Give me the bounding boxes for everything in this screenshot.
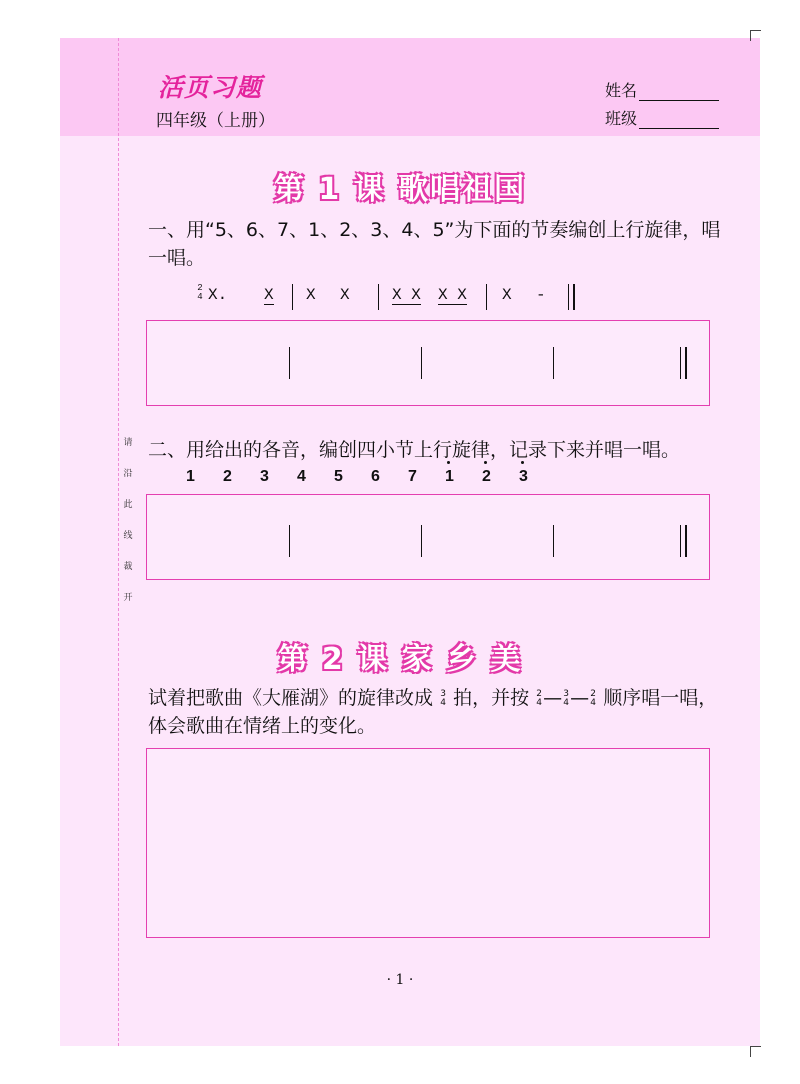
final-bar-line [568, 284, 569, 310]
fraction: 3 4 [563, 688, 570, 708]
name-label: 姓名 [605, 81, 638, 100]
grade-label: 四年级（上册） [156, 111, 275, 131]
answer-box-2[interactable] [146, 494, 710, 580]
high-note: 2 [482, 468, 491, 486]
cut-line-text: 请 沿 此 线 裁 开 [121, 428, 135, 614]
name-field[interactable] [605, 78, 719, 101]
fraction-3-4: 3 4 [440, 688, 446, 708]
high-note: 3 [519, 468, 528, 486]
note: 1 [186, 468, 195, 485]
lesson2-title: 第 2 课 家 乡 美 [277, 642, 523, 677]
rhythm-note: X. [208, 286, 228, 304]
answer-box-3[interactable] [146, 748, 710, 938]
final-bar-line [685, 347, 687, 379]
rhythm-note: X [340, 286, 350, 304]
bar-line [292, 284, 293, 310]
rhythm-rest: - [536, 286, 546, 304]
note: 6 [371, 468, 380, 485]
bar-line [289, 347, 290, 379]
question2-text: 二、用给出的各音，编创四小节上行旋律，记录下来并唱一唱。 [148, 439, 681, 461]
final-bar-line [573, 284, 575, 310]
time-signature: 2 4 [197, 283, 203, 302]
fraction: 2 4 [590, 688, 597, 708]
question1-text: 一、用“5、6、7、1、2、3、4、5”为下面的节奏编创上行旋律，唱一唱。 [148, 219, 721, 269]
note: 5 [334, 468, 343, 485]
rhythm-note: X X [392, 286, 421, 304]
high-note: 1 [445, 468, 454, 486]
bar-line [378, 284, 379, 310]
class-field[interactable] [605, 106, 719, 129]
rhythm-note: X [264, 286, 274, 304]
crop-mark [750, 1046, 761, 1057]
bar-line [421, 347, 422, 379]
rhythm-note: X [502, 286, 512, 304]
lesson2-question-text: 试着把歌曲《大雁湖》的旋律改成 3 4 拍，并按 2 4 — 3 4 — 2 4 顺序唱一唱，体会歌曲在情绪上的变化。 [148, 687, 718, 737]
bar-line [553, 347, 554, 379]
final-bar-line [685, 525, 687, 557]
answer-box-1[interactable] [146, 320, 710, 406]
final-bar-line [680, 347, 681, 379]
rhythm-line [0, 284, 800, 314]
crop-mark [750, 30, 761, 41]
brand-title: 活页习题 [158, 73, 263, 102]
lesson1-title: 第 1 课 歌唱祖国 [273, 172, 527, 207]
bar-line [289, 525, 290, 557]
bar-line [486, 284, 487, 310]
note: 4 [297, 468, 306, 485]
class-label: 班级 [605, 109, 638, 128]
bar-line [553, 525, 554, 557]
given-notes [0, 468, 800, 488]
fraction: 2 4 [536, 688, 543, 708]
note: 7 [408, 468, 417, 485]
page-number: · 1 · [386, 972, 414, 988]
note: 3 [260, 468, 269, 485]
rhythm-note: X X [438, 286, 467, 304]
bar-line [421, 525, 422, 557]
note: 2 [223, 468, 232, 485]
rhythm-note: X [306, 286, 316, 304]
final-bar-line [680, 525, 681, 557]
